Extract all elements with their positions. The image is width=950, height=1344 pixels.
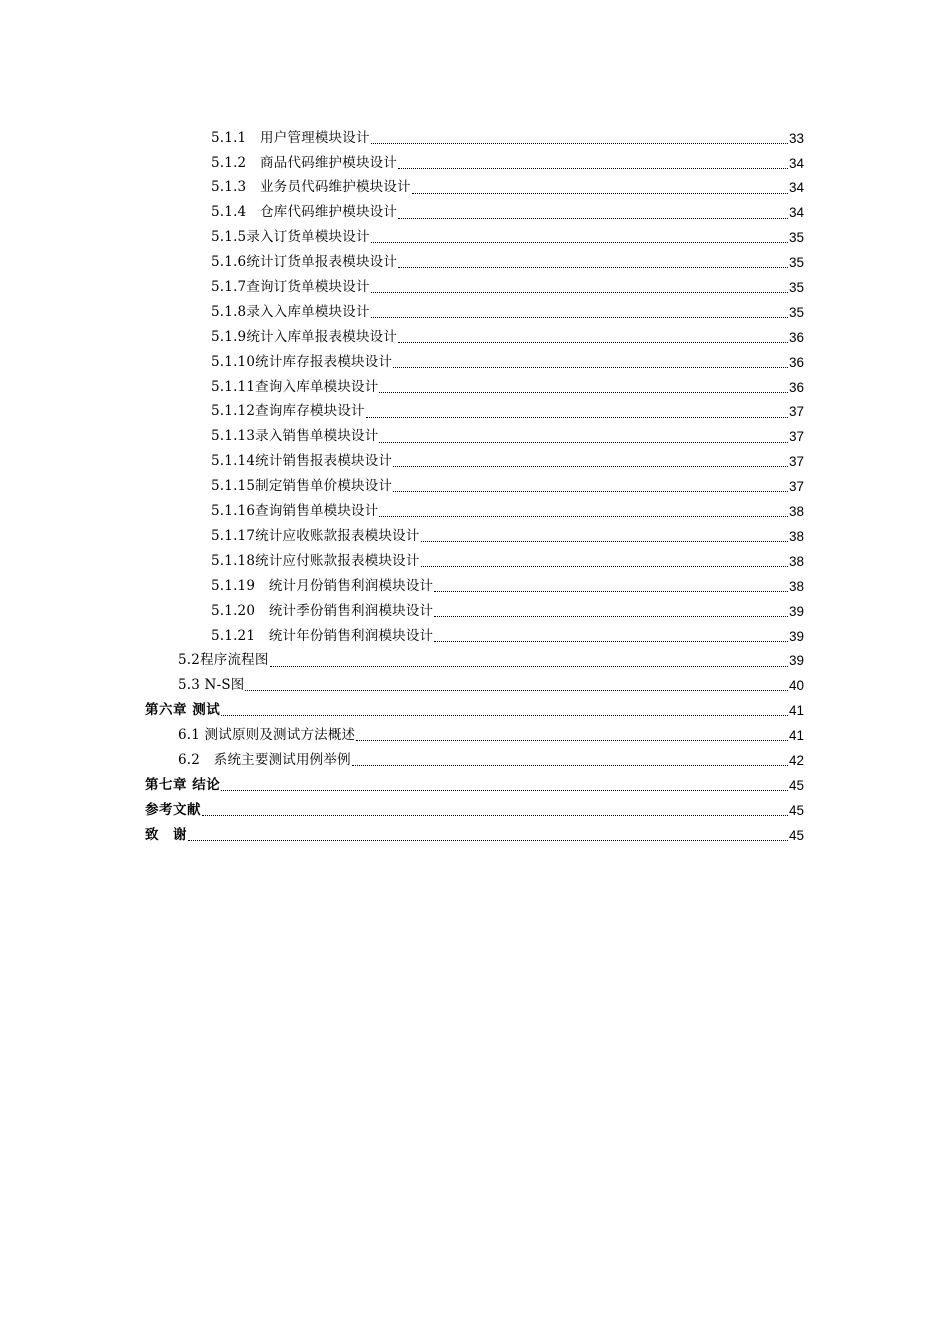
toc-entry-title: 参考文献 (145, 801, 201, 818)
toc-entry[interactable] (0, 151, 950, 176)
toc-entry[interactable] (0, 798, 950, 823)
toc-entry-page-number: 36 (788, 379, 804, 395)
toc-entry-title: 5.1.1 用户管理模块设计 (211, 129, 370, 146)
dot-leader (434, 615, 788, 617)
dot-leader (412, 192, 788, 194)
dot-leader (371, 316, 788, 318)
toc-entry[interactable] (0, 649, 950, 674)
toc-entry[interactable] (0, 400, 950, 425)
toc-entry-title: 5.3 N-S图 (178, 677, 245, 694)
dot-leader (398, 266, 788, 268)
toc-entry[interactable] (0, 425, 950, 450)
toc-entry-title: 致 谢 (145, 826, 187, 843)
dot-leader (188, 839, 788, 841)
toc-entry[interactable] (0, 450, 950, 475)
toc-entry-page-number: 38 (788, 504, 804, 520)
toc-entry[interactable] (0, 674, 950, 699)
toc-entry-title: 5.1.16查询销售单模块设计 (211, 503, 379, 520)
dot-leader (202, 814, 788, 816)
toc-entry-page-number: 39 (788, 603, 804, 619)
dot-leader (393, 366, 788, 368)
toc-entry-page-number: 38 (788, 528, 804, 544)
toc-entry-page-number: 41 (788, 728, 804, 744)
toc-entry-page-number: 38 (788, 553, 804, 569)
dot-leader (398, 167, 788, 169)
dot-leader (393, 490, 788, 492)
dot-leader (270, 665, 788, 667)
toc-entry-title: 5.1.15制定销售单价模块设计 (211, 478, 393, 495)
toc-entry[interactable] (0, 300, 950, 325)
toc-entry-title: 6.1 测试原则及测试方法概述 (178, 727, 356, 744)
toc-entry[interactable] (0, 226, 950, 251)
dot-leader (434, 590, 788, 592)
toc-entry-page-number: 35 (788, 255, 804, 271)
toc-entry-page-number: 33 (788, 130, 804, 146)
dot-leader (245, 689, 787, 691)
toc-entry-page-number: 42 (788, 752, 804, 768)
toc-entry[interactable] (0, 375, 950, 400)
dot-leader (434, 640, 788, 642)
toc-entry-title: 5.1.11查询入库单模块设计 (211, 378, 379, 395)
toc-entry-page-number: 36 (788, 354, 804, 370)
toc-entry-title: 第六章 测试 (145, 702, 221, 719)
toc-entry-page-number: 36 (788, 329, 804, 345)
toc-entry-page-number: 41 (788, 703, 804, 719)
toc-entry[interactable] (0, 574, 950, 599)
toc-entry-title: 第七章 结论 (145, 776, 221, 793)
toc-entry-title: 5.1.3 业务员代码维护模块设计 (211, 179, 411, 196)
dot-leader (371, 241, 788, 243)
dot-leader (393, 465, 788, 467)
toc-entry-title: 5.1.12查询库存模块设计 (211, 403, 365, 420)
toc-entry-title: 5.1.5录入订货单模块设计 (211, 229, 370, 246)
toc-entry-page-number: 37 (788, 429, 804, 445)
toc-entry[interactable] (0, 624, 950, 649)
toc-entry-title: 5.1.14统计销售报表模块设计 (211, 453, 393, 470)
toc-entry-page-number: 39 (788, 653, 804, 669)
toc-entry-title: 5.1.2 商品代码维护模块设计 (211, 154, 398, 171)
toc-entry-page-number: 37 (788, 404, 804, 420)
dot-leader (379, 515, 788, 517)
dot-leader (366, 416, 788, 418)
dot-leader (371, 291, 788, 293)
dot-leader (352, 764, 788, 766)
toc-entry-title: 5.1.4 仓库代码维护模块设计 (211, 204, 398, 221)
dot-leader (379, 391, 788, 393)
toc-entry-title: 5.1.18统计应付账款报表模块设计 (211, 552, 420, 569)
toc-entry-title: 5.1.19 统计月份销售利润模块设计 (211, 577, 434, 594)
dot-leader (421, 565, 788, 567)
dot-leader (398, 341, 788, 343)
dot-leader (421, 540, 788, 542)
toc-entry-page-number: 35 (788, 230, 804, 246)
dot-leader (221, 789, 788, 791)
toc-entry[interactable] (0, 698, 950, 723)
dot-leader (398, 217, 788, 219)
toc-entry-title: 5.1.8录入入库单模块设计 (211, 303, 370, 320)
toc-entry[interactable] (0, 748, 950, 773)
toc-entry-title: 5.1.21 统计年份销售利润模块设计 (211, 627, 434, 644)
toc-entry-page-number: 45 (788, 827, 804, 843)
toc-entry[interactable] (0, 524, 950, 549)
toc-entry[interactable] (0, 250, 950, 275)
toc-entry-title: 5.2程序流程图 (178, 652, 269, 669)
toc-entry-title: 5.1.7查询订货单模块设计 (211, 279, 370, 296)
toc-entry-page-number: 38 (788, 578, 804, 594)
toc-entry-page-number: 37 (788, 479, 804, 495)
toc-entry[interactable] (0, 350, 950, 375)
toc-entry[interactable] (0, 599, 950, 624)
toc-entry[interactable] (0, 773, 950, 798)
toc-entry-title: 5.1.17统计应收账款报表模块设计 (211, 527, 420, 544)
dot-leader (379, 441, 788, 443)
toc-entry-page-number: 45 (788, 802, 804, 818)
toc-entry-page-number: 35 (788, 304, 804, 320)
toc-entry[interactable] (0, 723, 950, 748)
dot-leader (356, 739, 788, 741)
toc-entry[interactable] (0, 823, 950, 848)
toc-entry-title: 5.1.10统计库存报表模块设计 (211, 353, 393, 370)
toc-entry[interactable] (0, 176, 950, 201)
toc-entry-title: 5.1.20 统计季份销售利润模块设计 (211, 602, 434, 619)
dot-leader (371, 142, 788, 144)
toc-entry[interactable] (0, 549, 950, 574)
toc-entry-page-number: 35 (788, 280, 804, 296)
toc-entry-title: 5.1.9统计入库单报表模块设计 (211, 328, 398, 345)
toc-entry-page-number: 34 (788, 205, 804, 221)
toc-entry-page-number: 39 (788, 628, 804, 644)
toc-entry-page-number: 37 (788, 454, 804, 470)
toc-entry[interactable] (0, 201, 950, 226)
dot-leader (221, 714, 788, 716)
toc-entry[interactable] (0, 499, 950, 524)
toc-entry-title: 6.2 系统主要测试用例举例 (178, 751, 351, 768)
table-of-contents (0, 126, 950, 848)
toc-entry-title: 5.1.13录入销售单模块设计 (211, 428, 379, 445)
toc-entry-page-number: 45 (788, 777, 804, 793)
toc-entry-title: 5.1.6统计订货单报表模块设计 (211, 254, 398, 271)
toc-entry[interactable] (0, 325, 950, 350)
toc-entry-page-number: 34 (788, 180, 804, 196)
toc-entry-page-number: 34 (788, 155, 804, 171)
toc-entry[interactable] (0, 275, 950, 300)
toc-entry-page-number: 40 (788, 678, 804, 694)
toc-entry[interactable] (0, 474, 950, 499)
toc-entry[interactable] (0, 126, 950, 151)
